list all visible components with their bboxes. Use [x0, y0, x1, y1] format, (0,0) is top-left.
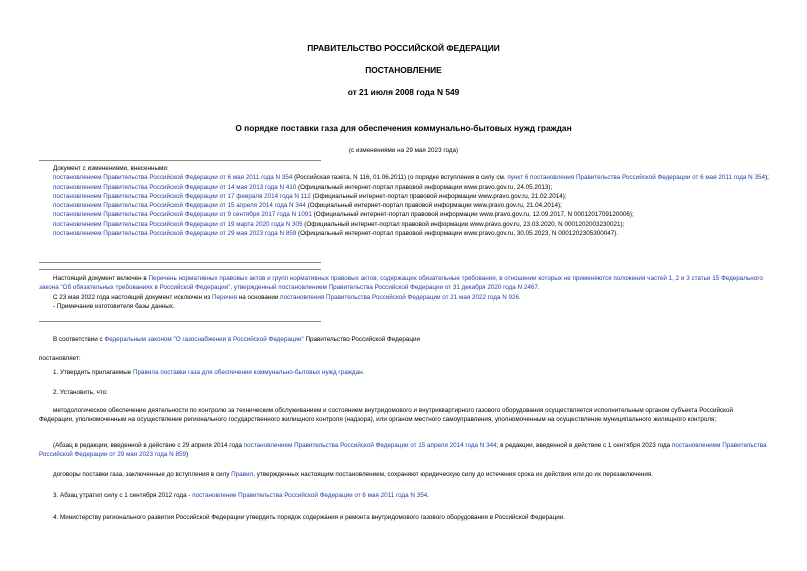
note-db-maker: - Примечание изготовителя базы данных. [53, 302, 175, 310]
divider [39, 269, 321, 270]
body-p6: (Абзац в редакции, введенной в действие с 29 апреля 2014 года постановлением Правительства Российской Федерации от 15 апреля 2014 года N 344; в редакции, введенной в действие с 1 сентября 2023 года постановлением Правительства Российской Федерации от 29 мая 2023 года N 859) [39, 442, 767, 459]
change-item: постановлением Правительства Российской Федерации от 15 апреля 2014 года N 344 (Официальный интернет-портал правовой информации www.pravo.gov.ru, 21.04.2014); [53, 202, 562, 210]
perechnya-link[interactable]: Перечня [212, 293, 237, 301]
change-item: постановлением Правительства Российской Федерации от 17 февраля 2014 года N 112 (Официальный интернет-портал правовой информации www.pravo.gov.ru, 21.02.2014); [53, 192, 567, 200]
note-excluded: С 23 мая 2022 года настоящий документ исключен из Перечня на основании постановления Правительства Российской Федерации от 21 мая 2022 года N 926. [53, 293, 521, 301]
change-link[interactable]: постановлением Правительства Российской Федерации от 14 мая 2013 года N 410 [53, 183, 297, 191]
note-perechen: Настоящий документ включен в Перечень нормативных правовых актов и групп нормативных правовых актов, содержащих обязательные требования, в отношении которых не применяются положения частей 1, 2 и 3 статьи 15 Федерального закона "Об обязательных требованиях в Российской Федерации", утвержденный постановлением Правительства Российской Федерации от 31 декабря 2020 года N 2467. [39, 275, 763, 292]
body-p7: договоры поставки газа, заключенные до вступления в силу Правил, утвержденных настоящим постановлением, сохраняют юридическую силу до истечения срока их действия или до их перезаключения. [53, 471, 654, 478]
divider [39, 321, 321, 322]
body-p1: В соответствии с Федеральным законом "О газоснабжении в Российской Федерации" Правительство Российской Федерации [53, 336, 420, 343]
divider [39, 262, 321, 263]
change-link[interactable]: постановлением Правительства Российской Федерации от 6 мая 2011 года N 354 [53, 174, 293, 182]
perechen-link[interactable]: Перечень нормативных правовых актов и групп нормативных правовых актов, содержащих обязательные требования, в отношении которых не применяются положения частей 1, 2 и 3 статьи 15 Федерального закона "Об обязательных требованиях в Российской Федерации", утвержденный постановлением Правительства Российской Федерации от 31 декабря 2020 года N 2467 [39, 275, 763, 292]
change-link[interactable]: пункт 6 постановления Правительства Российской Федерации от 6 мая 2011 года N 354 [507, 174, 765, 182]
change-item: постановлением Правительства Российской Федерации от 6 мая 2011 года N 354 (Российская газета, N 116, 01.06.2011) (о порядке вступления в силу см. пункт 6 постановления Правительства Российской Федерации от 6 мая 2011 года N 354); [53, 174, 769, 182]
body-p5: методологическое обеспечение деятельности по контролю за техническим обслуживанием и состоянием внутридомового и внутриквартирного газового оборудования осуществляется исполнительным органом субъекта Российской Федерации, уполномоченным на осуществление регионального государственного жилищного контроля (надзора), или органом местного самоуправления, уполномоченным на осуществление муниципального жилищного контроля; [39, 407, 733, 424]
changes-block [39, 164, 769, 238]
resolution-354-link[interactable]: постановление Правительства Российской Федерации от 6 мая 2011 года N 354 [192, 492, 428, 499]
change-item: постановлением Правительства Российской Федерации от 19 марта 2020 года N 305 (Официальный интернет-портал правовой информации www.pravo.gov.ru, 23.03.2020, N 0001202003230021); [53, 220, 625, 228]
body-p3: 1. Утвердить прилагаемые Правила поставки газа для обеспечения коммунально-бытовых нужд граждан. [53, 369, 365, 376]
government-heading: ПРАВИТЕЛЬСТВО РОССИЙСКОЙ ФЕДЕРАЦИИ [307, 43, 500, 53]
resolution-859-link[interactable]: постановлением Правительства Российской Федерации от 29 мая 2023 года N 859 [39, 442, 767, 459]
rules-link[interactable]: Правила поставки газа для обеспечения коммунально-бытовых нужд граждан [133, 369, 363, 376]
date-number-heading: от 21 июля 2008 года N 549 [347, 87, 460, 97]
body-p9: 4. Министерству регионального развития Российской Федерации утвердить порядок содержания и ремонта внутридомового газового оборудования в Российской Федерации. [53, 514, 566, 521]
gas-law-link[interactable]: Федеральным законом "О газоснабжении в Российской Федерации" [104, 336, 304, 343]
doc-type-heading: ПОСТАНОВЛЕНИЕ [365, 65, 442, 75]
change-item: постановлением Правительства Российской Федерации от 29 мая 2023 года N 859 (Официальный интернет-портал правовой информации www.pravo.gov.ru, 30.05.2023, N 0001202305300047). [53, 230, 619, 238]
change-item: постановлением Правительства Российской Федерации от 14 мая 2013 года N 410 (Официальный интернет-портал правовой информации www.pravo.gov.ru, 24.05.2013); [53, 183, 553, 191]
body-p2: постановляет: [39, 355, 81, 362]
change-link[interactable]: постановлением Правительства Российской Федерации от 15 апреля 2014 года N 344 [53, 202, 306, 210]
change-item: постановлением Правительства Российской Федерации от 9 сентября 2017 года N 1091 (Официальный интернет-портал правовой информации www.pravo.gov.ru, 12.09.2017, N 0001201709120006); [53, 211, 634, 219]
change-link[interactable]: постановлением Правительства Российской Федерации от 19 марта 2020 года N 305 [53, 220, 303, 228]
body-p4: 2. Установить, что: [53, 389, 108, 396]
resolution-344-link[interactable]: постановлением Правительства Российской Федерации от 15 апреля 2014 года N 344 [243, 442, 497, 449]
change-link[interactable]: постановлением Правительства Российской Федерации от 17 февраля 2014 года N 112 [53, 192, 311, 200]
body-p8: 3. Абзац утратил силу с 1 сентября 2012 года - постановление Правительства Российской Федерации от 6 мая 2011 года N 354. [53, 492, 429, 499]
revision-note: (с изменениями на 29 мая 2023 года) [348, 147, 459, 154]
notes-block [39, 274, 769, 311]
page-title: О порядке поставки газа для обеспечения коммунально-бытовых нужд граждан [235, 123, 572, 133]
change-link[interactable]: постановлением Правительства Российской Федерации от 29 мая 2023 года N 859 [53, 230, 297, 238]
divider [39, 160, 321, 161]
resolution-926-link[interactable]: постановления Правительства Российской Федерации от 21 мая 2022 года N 926 [280, 293, 520, 301]
pravil-link[interactable]: Правил [231, 471, 254, 478]
change-link[interactable]: постановлением Правительства Российской Федерации от 9 сентября 2017 года N 1091 [53, 211, 312, 219]
changes-intro: Документ с изменениями, внесенными: [53, 165, 169, 172]
